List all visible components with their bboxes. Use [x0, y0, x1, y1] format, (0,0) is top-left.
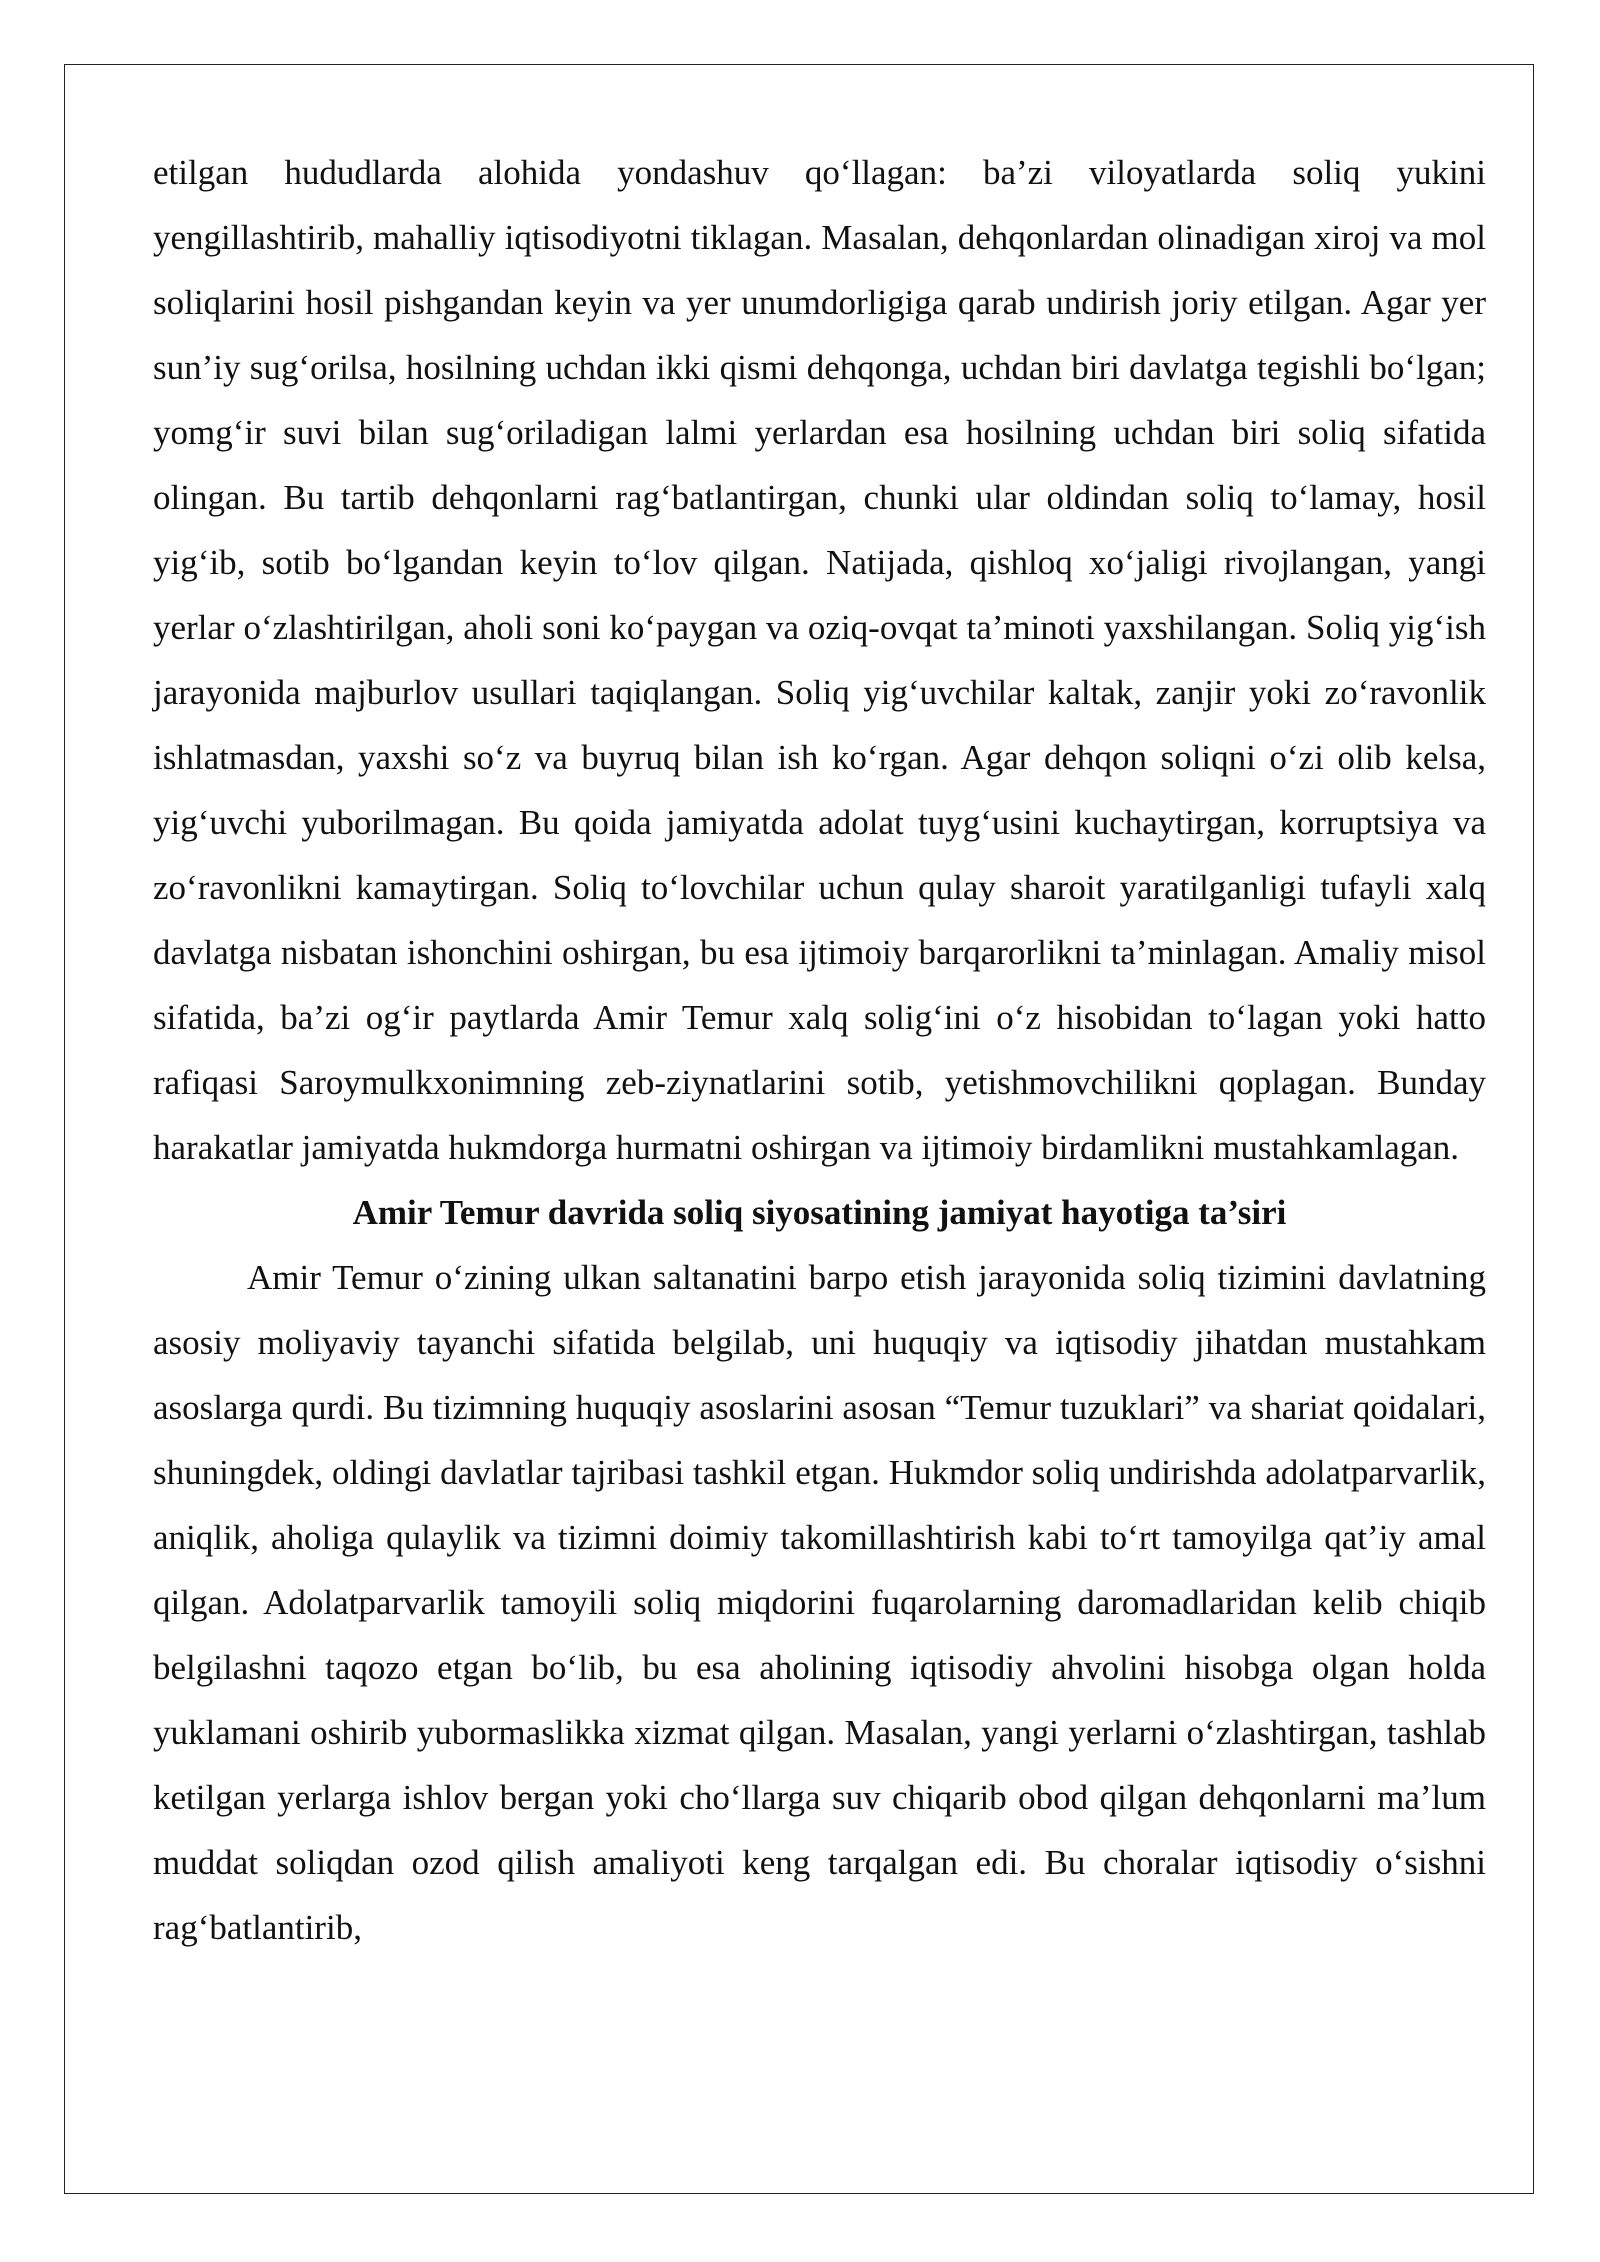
document-body	[153, 140, 1486, 1960]
body-paragraph-2: Amir Temur o‘zining ulkan saltanatini barpo etish jarayonida soliq tizimini davlatning asosiy moliyaviy tayanchi sifatida belgilab, uni huquqiy va iqtisodiy jihatdan mustahkam asoslarga qurdi. Bu tizimning huquqiy asoslarini asosan “Temur tuzuklari” va shariat qoidalari, shuningdek, oldingi davlatlar tajribasi tashkil etgan. Hukmdor soliq undirishda adolatparvarlik, aniqlik, aholiga qulaylik va tizimni doimiy takomillashtirish kabi to‘rt tamoyilga qat’iy amal qilgan. Adolatparvarlik tamoyili soliq miqdorini fuqarolarning daromadlaridan kelib chiqib belgilashni taqozo etgan bo‘lib, bu esa aholining iqtisodiy ahvolini hisobga olgan holda yuklamani oshirib yubormaslikka xizmat qilgan. Masalan, yangi yerlarni o‘zlashtirgan, tashlab ketilgan yerlarga ishlov bergan yoki cho‘llarga suv chiqarib obod qilgan dehqonlarni ma’lum muddat soliqdan ozod qilish amaliyoti keng tarqalgan edi. Bu choralar iqtisodiy o‘sishni rag‘batlantirib,	[153, 1258, 1486, 1947]
body-paragraph-1: etilgan hududlarda alohida yondashuv qo‘llagan: ba’zi viloyatlarda soliq yukini yengillashtirib, mahalliy iqtisodiyotni tiklagan. Masalan, dehqonlardan olinadigan xiroj va mol soliqlarini hosil pishgandan keyin va yer unumdorligiga qarab undirish joriy etilgan. Agar yer sun’iy sug‘orilsa, hosilning uchdan ikki qismi dehqonga, uchdan biri davlatga tegishli bo‘lgan; yomg‘ir suvi bilan sug‘oriladigan lalmi yerlardan esa hosilning uchdan biri soliq sifatida olingan. Bu tartib dehqonlarni rag‘batlantirgan, chunki ular oldindan soliq to‘lamay, hosil yig‘ib, sotib bo‘lgandan keyin to‘lov qilgan. Natijada, qishloq xo‘jaligi rivojlangan, yangi yerlar o‘zlashtirilgan, aholi soni ko‘paygan va oziq-ovqat ta’minoti yaxshilangan. Soliq yig‘ish jarayonida majburlov usullari taqiqlangan. Soliq yig‘uvchilar kaltak, zanjir yoki zo‘ravonlik ishlatmasdan, yaxshi so‘z va buyruq bilan ish ko‘rgan. Agar dehqon soliqni o‘zi olib kelsa, yig‘uvchi yuborilmagan. Bu qoida jamiyatda adolat tuyg‘usini kuchaytirgan, korruptsiya va zo‘ravonlikni kamaytirgan. Soliq to‘lovchilar uchun qulay sharoit yaratilganligi tufayli xalq davlatga nisbatan ishonchini oshirgan, bu esa ijtimoiy barqarorlikni ta’minlagan. Amaliy misol sifatida, ba’zi og‘ir paytlarda Amir Temur xalq solig‘ini o‘z hisobidan to‘lagan yoki hatto rafiqasi Saroymulkxonimning zeb-ziynatlarini sotib, yetishmovchilikni qoplagan. Bunday harakatlar jamiyatda hukmdorga hurmatni oshirgan va ijtimoiy birdamlikni mustahkamlagan.	[153, 153, 1486, 1167]
section-heading: Amir Temur davrida soliq siyosatining jamiyat hayotiga ta’siri	[352, 1193, 1287, 1232]
